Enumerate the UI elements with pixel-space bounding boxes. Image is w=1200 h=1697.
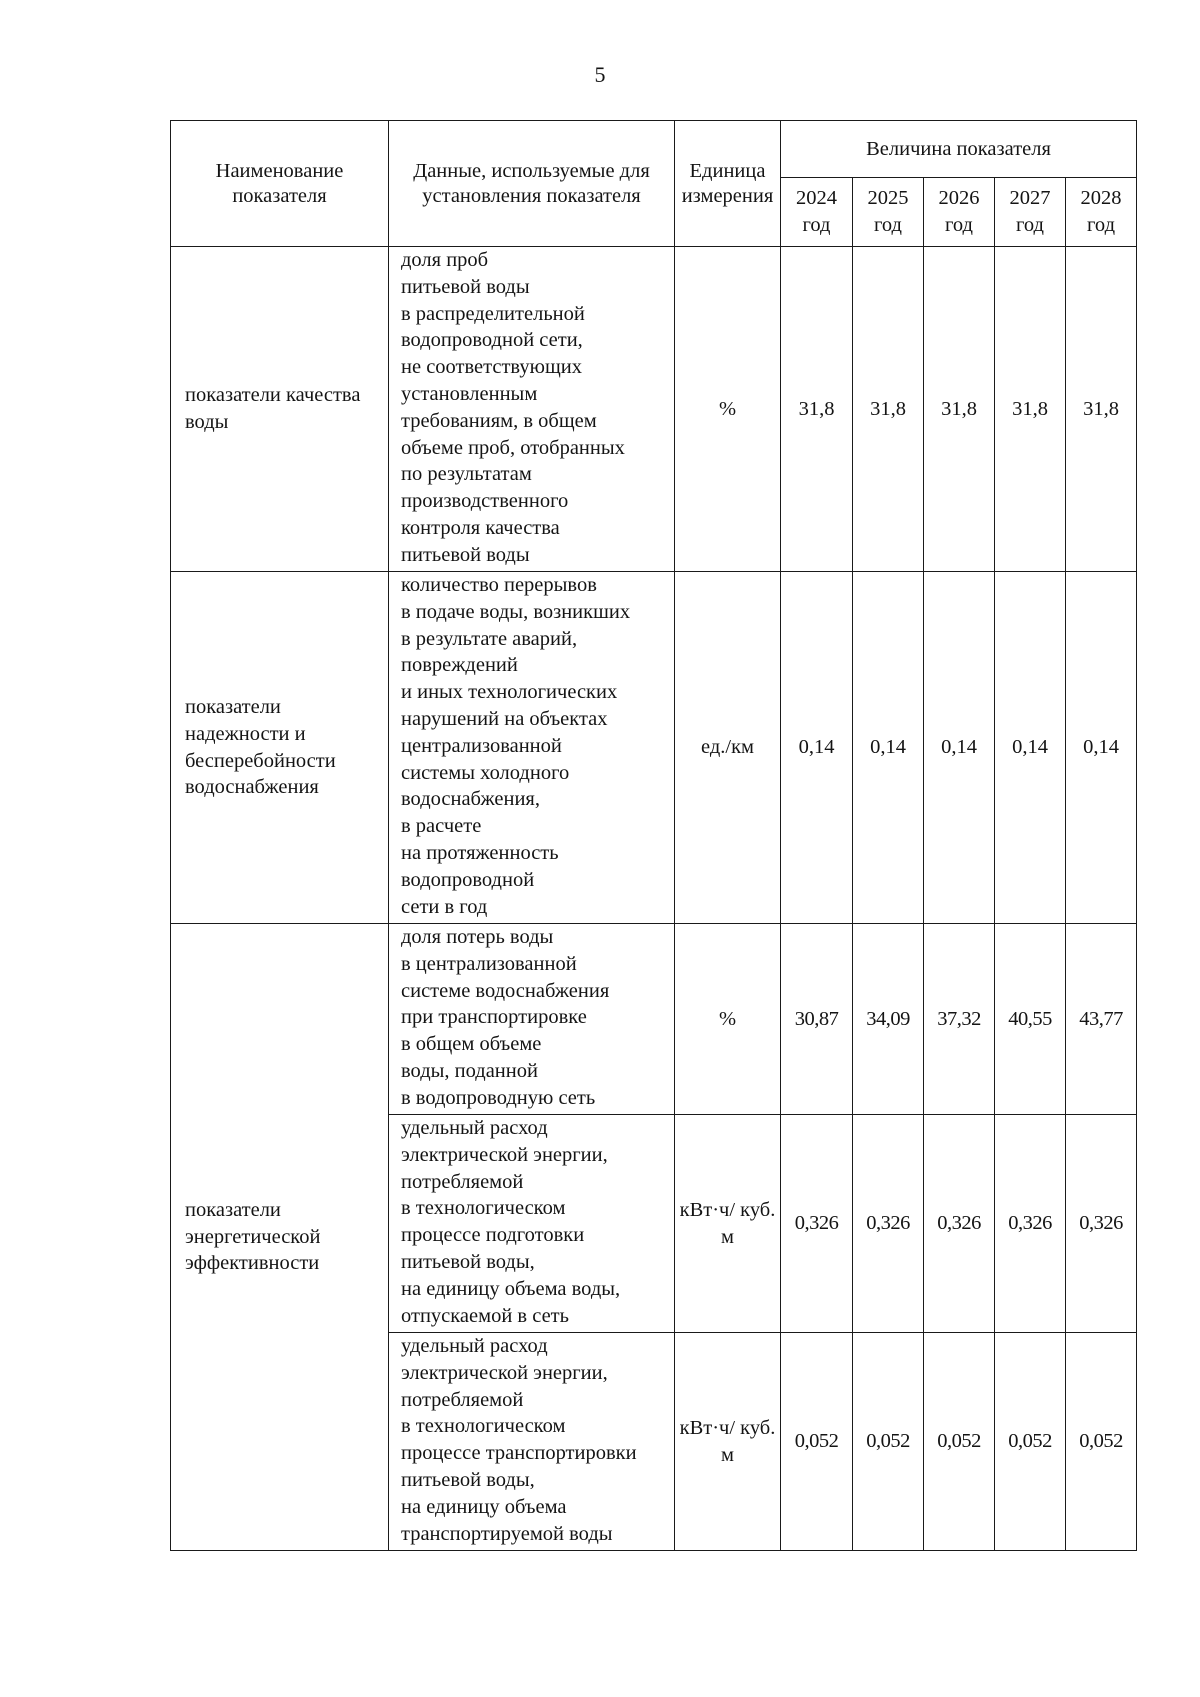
value-cell: 0,326 bbox=[781, 1115, 853, 1333]
value-cell: 0,052 bbox=[995, 1333, 1066, 1551]
value-cell: 30,87 bbox=[781, 924, 853, 1115]
description-line: установленным bbox=[401, 382, 538, 405]
description-line: процессе подготовки bbox=[401, 1224, 585, 1247]
description-line: транспортируемой воды bbox=[401, 1522, 613, 1545]
description-line: в расчете bbox=[401, 815, 482, 838]
value-cell: 31,8 bbox=[853, 247, 924, 572]
value-cell: 0,14 bbox=[924, 572, 995, 924]
value-cell: 0,326 bbox=[924, 1115, 995, 1333]
description-line: производственного bbox=[401, 490, 569, 513]
description-line: в водопроводную сеть bbox=[401, 1086, 596, 1109]
description-line: питьевой воды bbox=[401, 275, 530, 298]
description-line: доля проб bbox=[401, 249, 489, 271]
description-line: в централизованной bbox=[401, 952, 577, 975]
unit-cell: % bbox=[675, 247, 781, 572]
description-line: и иных технологических bbox=[401, 681, 618, 704]
unit-cell: ед./км bbox=[675, 572, 781, 924]
value-cell: 34,09 bbox=[853, 924, 924, 1115]
description-line: в технологическом bbox=[401, 1197, 566, 1220]
description-line: в подаче воды, возникших bbox=[401, 600, 631, 623]
value-cell: 0,14 bbox=[1066, 572, 1137, 924]
header-source-data: Данные, используемые для установления показателя bbox=[389, 121, 675, 247]
indicators-table bbox=[170, 120, 1137, 1551]
description-line: процессе транспортировки bbox=[401, 1442, 637, 1465]
description-line: водоснабжения, bbox=[401, 788, 540, 811]
header-unit: Единица измерения bbox=[675, 121, 781, 247]
description-line: на единицу объема воды, bbox=[401, 1277, 621, 1300]
description-line: питьевой воды, bbox=[401, 1468, 535, 1491]
header-year: 2026 год bbox=[924, 178, 995, 247]
description-line: электрической энергии, bbox=[401, 1143, 608, 1166]
description-line: объеме проб, отобранных bbox=[401, 436, 625, 459]
description-line: питьевой воды bbox=[401, 543, 530, 566]
description-line: централизованной bbox=[401, 734, 562, 757]
value-cell: 40,55 bbox=[995, 924, 1066, 1115]
indicator-description bbox=[389, 1333, 675, 1551]
indicator-description bbox=[389, 247, 675, 572]
page-number: 5 bbox=[594, 62, 606, 87]
value-cell: 0,052 bbox=[924, 1333, 995, 1551]
value-cell: 0,14 bbox=[995, 572, 1066, 924]
value-cell: 0,326 bbox=[853, 1115, 924, 1333]
description-line: количество перерывов bbox=[401, 574, 597, 596]
description-line: на протяженность bbox=[401, 841, 559, 864]
unit-cell: % bbox=[675, 924, 781, 1115]
description-line: по результатам bbox=[401, 463, 532, 486]
value-cell: 0,14 bbox=[781, 572, 853, 924]
table-row bbox=[171, 572, 1137, 924]
description-line: питьевой воды, bbox=[401, 1250, 535, 1273]
description-line: в результате аварий, bbox=[401, 627, 578, 650]
header-year: 2024 год bbox=[781, 178, 853, 247]
value-cell: 31,8 bbox=[924, 247, 995, 572]
description-line: сети в год bbox=[401, 895, 488, 918]
value-cell: 0,14 bbox=[853, 572, 924, 924]
value-cell: 0,326 bbox=[1066, 1115, 1137, 1333]
description-line: требованиям, в общем bbox=[401, 409, 597, 432]
value-cell: 31,8 bbox=[781, 247, 853, 572]
description-line: на единицу объема bbox=[401, 1495, 567, 1518]
value-cell: 31,8 bbox=[1066, 247, 1137, 572]
unit-cell: кВт·ч/ куб. м bbox=[675, 1333, 781, 1551]
value-cell: 0,052 bbox=[1066, 1333, 1137, 1551]
indicator-description bbox=[389, 1115, 675, 1333]
value-cell: 43,77 bbox=[1066, 924, 1137, 1115]
description-line: системе водоснабжения bbox=[401, 979, 610, 1002]
description-line: доля потерь воды bbox=[401, 926, 554, 948]
indicator-group-name: показатели энергетической эффективности bbox=[171, 924, 389, 1551]
table-row bbox=[171, 247, 1137, 572]
description-line: электрической энергии, bbox=[401, 1361, 608, 1384]
indicator-description bbox=[389, 924, 675, 1115]
description-line: контроля качества bbox=[401, 516, 560, 539]
description-line: нарушений на объектах bbox=[401, 707, 608, 730]
value-cell: 0,052 bbox=[781, 1333, 853, 1551]
indicator-group-name: показатели качества воды bbox=[171, 247, 389, 572]
description-line: потребляемой bbox=[401, 1388, 524, 1411]
description-line: в распределительной bbox=[401, 302, 585, 325]
description-line: не соответствующих bbox=[401, 356, 582, 379]
description-line: повреждений bbox=[401, 654, 518, 677]
description-line: водопроводной bbox=[401, 868, 535, 891]
table-row bbox=[171, 924, 1137, 1115]
header-indicator-name: Наименование показателя bbox=[171, 121, 389, 247]
value-cell: 37,32 bbox=[924, 924, 995, 1115]
value-cell: 0,326 bbox=[995, 1115, 1066, 1333]
description-line: в технологическом bbox=[401, 1415, 566, 1438]
description-line: водопроводной сети, bbox=[401, 329, 583, 352]
description-line: удельный расход bbox=[401, 1335, 548, 1357]
description-line: удельный расход bbox=[401, 1117, 548, 1139]
description-line: потребляемой bbox=[401, 1170, 524, 1193]
unit-cell: кВт·ч/ куб. м bbox=[675, 1115, 781, 1333]
description-line: отпускаемой в сеть bbox=[401, 1304, 569, 1327]
header-year: 2025 год bbox=[853, 178, 924, 247]
description-line: при транспортировке bbox=[401, 1006, 587, 1029]
header-year: 2028 год bbox=[1066, 178, 1137, 247]
description-line: воды, поданной bbox=[401, 1059, 538, 1082]
value-cell: 0,052 bbox=[853, 1333, 924, 1551]
header-indicator-value: Величина показателя bbox=[781, 121, 1137, 178]
indicator-description bbox=[389, 572, 675, 924]
indicator-group-name: показатели надежности и бесперебойности водоснабжения bbox=[171, 572, 389, 924]
description-line: системы холодного bbox=[401, 761, 570, 784]
value-cell: 31,8 bbox=[995, 247, 1066, 572]
header-year: 2027 год bbox=[995, 178, 1066, 247]
description-line: в общем объеме bbox=[401, 1033, 542, 1056]
